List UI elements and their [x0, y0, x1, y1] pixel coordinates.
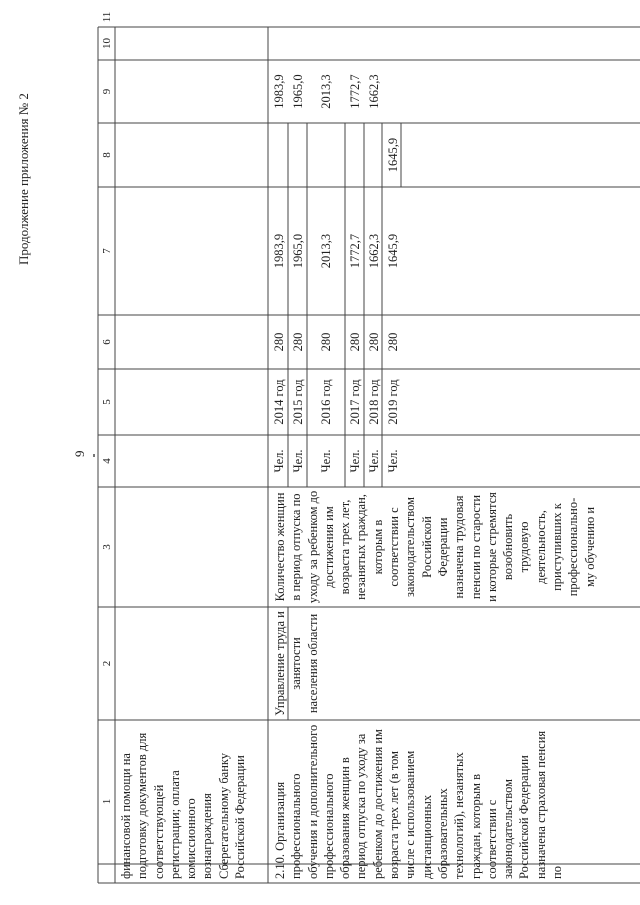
amount-2016: 2013,3 — [319, 233, 333, 269]
col-header-4: 4 — [101, 458, 113, 464]
col-header-2: 2 — [101, 660, 113, 667]
year-2014: 2014 год — [272, 379, 286, 425]
col-header-11: 11 — [101, 11, 113, 23]
year-2016: 2016 год — [319, 379, 333, 425]
target-2017: 280 — [348, 332, 362, 352]
target-2016: 280 — [319, 332, 333, 352]
unit-2017: Чел. — [348, 449, 362, 473]
budget-2017: 1772,7 — [348, 74, 362, 109]
amount-2018: 1662,3 — [367, 233, 381, 269]
target-2014: 280 — [272, 332, 286, 352]
budget-2014: 1983,9 — [272, 74, 286, 109]
budget-2019: 1645,9 — [386, 137, 400, 173]
col-header-8: 8 — [101, 152, 113, 158]
col-header-5: 5 — [101, 399, 113, 405]
row-2-10-description: 2.10. Организация профессионального обучения и дополнительного профессионального образования женщин в период отпуска по уходу за ребенком до достижения им возраста трех лет (в том числе с использованием дистанционных образовательных технологий), незанятых граждан, которым в соответствии с законодательством Российской Федерации назначена страховая пенсия по — [273, 724, 565, 879]
target-2018: 280 — [367, 332, 381, 352]
col-header-6: 6 — [101, 339, 113, 345]
amount-2014: 1983,9 — [272, 233, 286, 269]
unit-2014: Чел. — [272, 449, 286, 473]
year-2015: 2015 год — [291, 379, 305, 425]
year-2019: 2019 год — [386, 379, 400, 425]
col-header-1: 1 — [101, 798, 113, 805]
year-2017: 2017 год — [348, 379, 362, 425]
budget-2015: 1965,0 — [291, 74, 305, 109]
col-header-9: 9 — [101, 88, 113, 95]
budget-2016: 2013,3 — [319, 74, 333, 109]
col-header-10: 10 — [101, 38, 113, 49]
target-2015: 280 — [291, 332, 305, 352]
amount-2017: 1772,7 — [348, 233, 362, 269]
target-2019: 280 — [386, 332, 400, 352]
unit-2016: Чел. — [319, 449, 333, 473]
continuation-label: Продолжение приложения № 2 — [16, 93, 31, 265]
year-2018: 2018 год — [367, 379, 381, 425]
unit-2019: Чел. — [386, 449, 400, 473]
col-header-3: 3 — [101, 544, 113, 550]
unit-2018: Чел. — [367, 449, 381, 473]
row-2-10-indicator: Количество женщин в период отпуска по уходу за ребенком до достижения им возраста трех лет, незанятых граждан, которым в соответствии с законодательством Российской Федерации назначена трудовая пенсии по старости и которые стремятся возобновить трудовую деятельность, приступивших к профессионально- му обучению и — [273, 490, 597, 604]
row-2-10-executor: Управление труда и занятости населения области — [273, 611, 320, 716]
budget-2018: 1662,3 — [367, 74, 381, 109]
col-header-7: 7 — [101, 248, 113, 254]
prev-row-description: финансовой помощи на подготовку документов для соответствующей регистрации; оплата комиссионного вознаграждения Сберегательному банку Российской Федерации — [119, 732, 248, 879]
amount-2019: 1645,9 — [386, 233, 400, 269]
amount-2015: 1965,0 — [291, 233, 305, 269]
page-number: 9 — [72, 450, 87, 457]
unit-2015: Чел. — [291, 449, 305, 473]
